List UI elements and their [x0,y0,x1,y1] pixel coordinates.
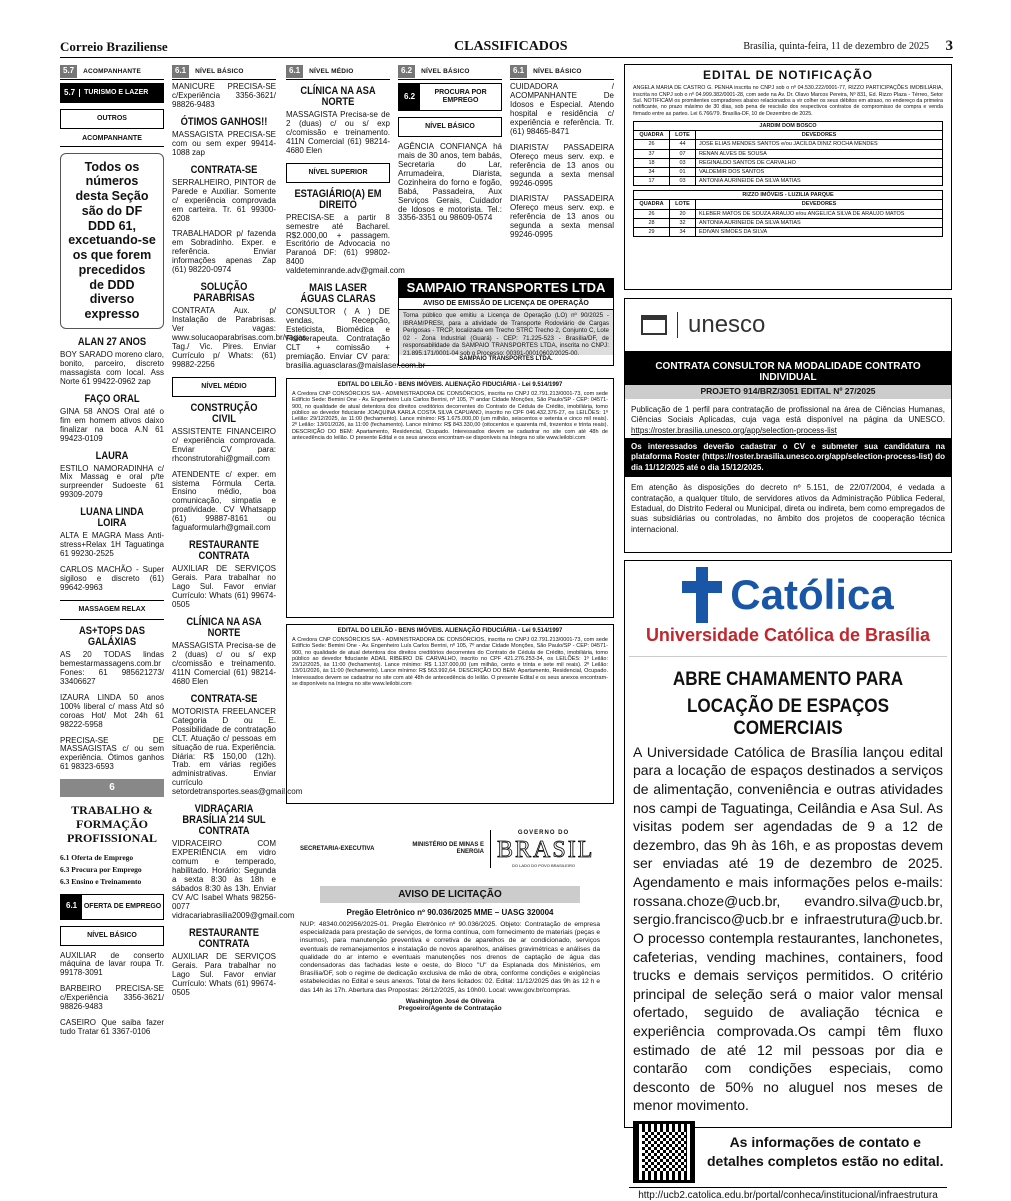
classified-ad [172,803,295,921]
table-row: 34 01 VALDEMIR DOS SANTOS [634,167,943,176]
promo-line: são do DF [81,203,143,218]
ad-heading: ÓTIMOS GANHOS!! [180,115,268,128]
page-header [60,38,953,58]
ad-text: AGÊNCIA CONFIANÇA há mais de 30 anos, tem babás, Secretaria do Lar, Arrumadeira, Diarista, Cozinheira do forno e fogão, Babá, Passadeira, Aux Serviços Gerais, Cuidador de Idosos e motorista. Tel.: 3356-3351 ou 98609-0574 [398,141,502,223]
unesco-p2: Os interessados deverão cadastrar o CV e submeter sua candidatura na plataforma Roster (https://roster.brasilia.unesco.org/app/selection-process-list) do dia 11/12/2025 até o dia 15/12/2025. [625,438,951,477]
ad-text: ATENDENTE c/ exper. em sistema Fórmula Certa. Ensino médio, boa comunicação, simpatia e proatividade. CV Whatsapp (61) 99887-8161 ou faguaformularh@gmail.com [172,469,276,533]
ad-text: DIARISTA/ PASSADEIRA Ofereço meus serv. exp. e referência de 13 anos ou segunda a sexta mensal 99246-0995 [510,194,614,240]
notification-title: EDITAL DE NOTIFICAÇÃO [703,68,873,82]
ad-text: TRABALHADOR p/ fazenda em Sobradinho. Exper. e referência. Enviar informações apenas Zap (61) 98220-0974 [172,229,276,275]
column-header: 6.1 NÍVEL BÁSICO [510,64,614,80]
ad-text: IZAURA LINDA 50 anos 100% liberal c/ mass Atd só coroas Hot/ Mot 24h 61 98222-5958 [60,692,164,729]
promo-line: desta Seção [75,189,149,204]
ad-text: ALTA E MAGRA Mass Anti-stress+Relax 1H Taguatinga 61 99230-2525 [60,531,164,559]
section-6-title: TRABALHO & FORMAÇÃO PROFISSIONAL [66,802,158,846]
qr-code-icon [633,1121,695,1183]
sampaio-subtitle: AVISO DE EMISSÃO DE LICENÇA DE OPERAÇÃO [399,298,613,311]
ad-heading: LAURA [95,449,129,462]
table-row: 26 20 KLEBER MATOS DE SOUZA ARAUJO e/ou ANGELICA SILVA DE ARAUJO MATOS [634,209,943,218]
ads-list [510,83,614,240]
ads-list [172,401,303,998]
ucb-body: A Universidade Católica de Brasília lançou edital para a locação de espaços destinados a serviços de alimentação, conveniência e outras atividades nos campi de Taguatinga, Ceilândia e Asa Sul. As visitas podem ser agendadas de 9 a 12 de dezembro, das 9h às 16h, e as propostas devem ser enviadas até 19 de dezembro de 2025. Agendamento e mais informações pelos e-mails: rossana.choze@ucb.br, evandro.silva@ucb.br, sergio.francisco@ucb.br e infraestrutura@ucb.br. O processo contempla restaurantes, lanchonetes, cafeterias, vending machines, containers, food trucks e demais serviços permitidos. O critério principal de seleção será o maior valor mensal ofertado, seguido de avaliação técnica e experiência comprovada.Os campi têm fluxo estimado de até 12 mil pessoas por dia e contarão com condições especiais, como desconto de 50% no aluguel nos meses de menor movimento. [633,743,943,1114]
column-header: 6.1 NÍVEL MÉDIO [286,64,390,80]
nivel-medio-box: NÍVEL MÉDIO [172,377,276,397]
ad-heading: FAÇO ORAL [84,392,140,405]
nivel-superior-box: NÍVEL SUPERIOR [286,163,390,183]
ad-heading: AS+TOPS DAS GALÁXIAS [78,624,146,648]
promo-line: de DDD [89,277,135,292]
section-bar: 5.7 TURISMO E LAZER [60,83,164,103]
ad-heading: CONTRATA-SE [190,163,258,176]
section-name: CLASSIFICADOS [454,39,568,54]
classified-ad [172,928,276,998]
unesco-p3: Em atenção às disposições do decreto nº 5.151, de 22/07/2004, é vedada a contratação, a qualquer título, de servidores ativos da Administração Pública Federal, Estadual, do Distrito Federal ou Municipal, direta ou indireta, bem como empregados de suas subsidiárias ou controladas, no âmbito dos projetos de cooperação técnica internacional. [631,483,945,534]
promo-line: números [85,174,139,189]
classified-ad [172,230,276,275]
classified-ad [510,144,614,189]
promo-line: DDD 61, [88,218,136,233]
section-6-header: 6 [60,779,164,796]
ad-heading: RESTAURANTE CONTRATA [189,926,259,950]
ministerio-label: MINISTÉRIO DE MINAS E ENERGIA [412,842,484,855]
ad-text: DIARISTA/ PASSADEIRA Ofereço meus serv. exp. e referência de 13 anos ou segunda a sexta mensal 99246-0995 [510,142,614,188]
ads-list [398,143,502,224]
subsection-title: ACOMPANHANTE [60,135,164,147]
bid-notice [300,818,600,1128]
ad-text: VIDRACEIRO COM EXPERIÊNCIA em vidro comum e temperado, habilitado. Horário: Segunda a sexta 8:30 às 18h e sábados 8:30 às 13h. Enviar CV A/C Isabel Whats 98256-0077 vidracariabrasilia2009@gmail.com [172,839,295,920]
table-row: 28 32 ANTONIA AURINEIDE DA SILVA MATIAS [634,218,943,227]
auction-notice-2 [286,624,614,804]
ad-text: SERRALHEIRO, PINTOR de Parede e Auxiliar. Somente c/ experiência comprovada em carteira. Tr. 61 99300-6208 [172,177,276,223]
ucb-footer-2: detalhes completos estão no edital. [707,1152,944,1169]
page-number: 3 [945,38,953,54]
ads-list [286,187,426,371]
nivel-basico-box: NÍVEL BÁSICO [398,117,502,137]
classified-ad [172,403,276,464]
column-5 [510,64,614,274]
ucb-headline-1: ABRE CHAMAMENTO PARA [672,669,904,690]
subsection-item: 6.3 Procura por Emprego [60,864,142,874]
classified-ad [172,281,309,370]
column-3 [286,64,426,409]
promo-line: excetuando-se [68,233,156,248]
classified-ad [172,83,276,110]
ad-text: CUIDADORA / ACOMPANHANTE De Idosos e Especial. Atendo hospital e residência c/ experiência e referência. Tr. (61) 98465-8471 [510,82,614,136]
ddd-notice [60,153,164,329]
governo-logo: GOVERNO DO BRASIL DO LADO DO POVO BRASILEIRO [490,830,590,868]
ad-text: CARLOS MACHÃO - Super sigiloso e discreto (61) 99642-9963 [60,565,164,593]
classified-ad [60,985,164,1012]
subsection-list [60,852,164,888]
classified-ad [286,282,426,371]
ad-text: BARBEIRO PRECISA-SE c/Experiência 3356-3621/ 98826-9483 [60,984,164,1012]
unesco-project: PROJETO 914/BRZ/3051 EDITAL Nº 27/2025 [625,385,951,399]
classified-ad [60,337,164,387]
ad-text: MASSAGISTA PRECISA-SE com ou sem exper 99414-1088 zap [172,129,276,157]
classified-ad [60,394,164,444]
notification-notice [624,64,952,290]
ad-text: GINA 58 ANOS Oral até o fim em homem ativos daixo finalizar na boca A.N 61 99423-0109 [60,406,164,443]
ad-text: AUXILIAR DE SERVIÇOS Gerais. Para trabalhar no Lago Sul. Favor enviar Currículo: Whats (61) 99674-0505 [172,564,276,610]
ads-list [60,626,164,772]
column-1 [60,64,164,1126]
classified-ad [510,195,614,240]
classified-ad [398,143,502,224]
classified-ad [60,1019,164,1037]
ad-text: MASSAGISTA Precisa-se de 2 (duas) c/ ou s/ exp c/comissão e treinamento. 411N Comercial (61) 98214-4680 Elen [286,110,390,155]
procura-bar: 6.2 PROCURA POR EMPREGO [398,83,502,111]
subsection-item: 6.1 Oferta de Emprego [60,852,134,862]
column-2 [172,64,309,1126]
bid-subtitle: Pregão Eletrônico nº 90.036/2025 MME – UASG 320004 [346,908,554,918]
classified-ad [60,451,164,501]
ucb-url[interactable]: http://ucb2.catolica.edu.br/portal/conheca/institucional/infraestrutura [629,1187,947,1201]
auction-title: EDITAL DO LEILÃO - BENS IMÓVEIS. ALIENAÇÃO FIDUCIÁRIA - Lei 9.514/1997 [337,382,563,388]
ad-heading: CONTRATA-SE [190,692,258,705]
ads-list [286,86,390,156]
classified-ad [286,86,390,156]
classified-ad [60,694,164,730]
ad-heading: SOLUÇÃO PARABRISAS [193,281,255,305]
classified-ad [172,117,276,158]
classified-ad [60,566,164,593]
classified-ad [172,692,303,798]
ad-text: MANICURE PRECISA-SE c/Experiência 3356-3621/ 98826-9483 [172,82,276,109]
auction-title: EDITAL DO LEILÃO - BENS IMÓVEIS. ALIENAÇÃO FIDUCIÁRIA - Lei 9.514/1997 [337,628,563,634]
ad-text: ASSISTENTE FINANCEIRO c/ experiência comprovada. Enviar CV para: rhconstrutorahi@gmail.com [172,426,276,463]
table-row: 29 34 EDIVAN SIMOES DA SILVA [634,227,943,236]
ad-heading: MAIS LASER ÁGUAS CLARAS [300,282,376,306]
ad-heading: ESTAGIÁRIO(A) EM DIREITO [294,187,382,211]
classified-ad [172,471,276,534]
ad-text: CONTRATA Aux. p/ Instalação de Parabrisas. Ver vagas: www.solucaoparabrisas.com.br/vagas. Tag./ Vic. Pires. Enviar Currículo p/ Whats: (61) 99882-2256 [172,306,309,369]
ads-list [60,952,164,1038]
ad-text: PRECISA-SE a partir 8 semestre até Bacharel. R$2.000,00 + passagem. Escritório de Advocacia no Paranoá DF: (61) 99802-8400 valdeteminrande.adv@gmail.com [286,212,405,276]
ad-text: ESTILO NAMORADINHA c/ Mix Massag e oral p/te surpreender Sudoeste 61 99309-2079 [60,463,164,500]
bid-signer: Washington José de Oliveira [405,997,495,1005]
sampaio-title: SAMPAIO TRANSPORTES LTDA [399,279,613,298]
sampaio-sign: SAMPAIO TRANSPORTES LTDA. [459,356,553,363]
classified-ad [172,165,276,224]
column-4 [398,64,502,274]
ucb-headline-2: LOCAÇÃO DE ESPAÇOS COMERCIAIS [686,696,890,739]
classified-ad [60,626,164,687]
ad-text: BOY SARADO moreno claro, bonito, parceiro, discreto massagista com local. Ass Norte 61 99422-0962 zap [60,349,164,386]
ad-text: AUXILIAR DE SERVIÇOS Gerais. Para trabalhar no Lago Sul. Favor enviar Currículo: Whats (61) 99674-0505 [172,951,276,997]
sampaio-notice [398,278,614,366]
promo-line: os que forem [72,248,152,263]
column-header: 6.2 NÍVEL BÁSICO [398,64,502,80]
classified-ad [172,617,276,687]
oferta-bar: 6.1 OFERTA DE EMPREGO [60,894,164,920]
notification-body: ANGELA MARIA DE CASTRO G. PENHA inscrita no CNPJ sob o nº 04.530.222/0001-77, RIZZO PARTICIPAÇÕES IMOBILIÁRIA, inscrita no CNPJ sob o nº 04.999.382/0001-28, com sede na Av. Dr. Olavo Marcos Pereira, Nº 831, Ed. Rizzo Plaza - Térreo, Setor Sul. NOTIFICAM os promitentes compradores abaixo relacionados a vir colher os seus débitos em atraso, no endereço da primeira notificante, no prazo máximo de 30 dias, sob pena de rescisão dos respectivos contratos de compromisso de compra e venda firmado entre as partes. Lei 6.766/79. Brasília-DF, 10 de Dezembro de 2025. [633,85,943,117]
ad-heading: ALAN 27 ANOS [77,335,147,348]
classified-ad [172,540,276,610]
ucb-logo: Católica Universidade Católica de Brasília [629,565,947,657]
ad-text: MASSAGISTA Precisa-se de 2 (duas) c/ ou s/ exp c/comissão e treinamento. 411N Comercial (61) 98214-4680 Elen [172,641,276,686]
ad-text: MOTORISTA FREELANCER Categoria D ou E. Possibilidade de contratação CLT. Atuação c/ pessoas em situação de rua. Experiência. Diária: R$ 150,00 (12h). Trab. em várias regiões administrativas. Enviar currículo setordetransportes.seas@gmail.com [172,706,303,797]
page-date: Brasília, quinta-feira, 11 de dezembro de 2025 [743,41,929,52]
classified-ad [60,737,164,773]
cross-icon [682,567,722,623]
table-rizzo: RIZZO IMÓVEIS - LUZILIA PARQUE QUADRA LOTE DEVEDORES 26 20 KLEBER MATOS DE SOUZA ARAUJO e/ou ANGELICA SILVA DE ARAUJO MATOS 28 32 ANTONIA AURINEIDE DA SILVA MATIAS 29 34 EDIVAN SIMOES DA SILVA [633,190,943,237]
table-row: 37 07 RENAN ALVES DE SOUSA [634,149,943,158]
promo-line: Todos os [84,159,140,174]
table-jardim: JARDIM DOM BOSCO QUADRA LOTE DEVEDORES 26 44 JOSE ELIAS MENDES SANTOS e/ou JACILDA DINIZ ROCHA MENDES 37 07 RENAN ALVES DE SOUSA 18 03 REGINALDO SANTOS DE CARVALHO 34 01 VALDEMIR DOS SANTOS 17 03 ANTONIA AURINEIDE DA SILVA MATIAS [633,121,943,186]
ads-list [172,82,309,370]
ads-list [60,337,164,593]
nivel-basico-box: NÍVEL BÁSICO [60,926,164,946]
ad-heading: CLÍNICA NA ASA NORTE [300,85,376,108]
newspaper-name: Correio Braziliense [60,39,168,54]
secretaria-label: SECRETARIA-EXECUTIVA [300,845,375,852]
column-header: 5.7 ACOMPANHANTE [60,64,164,80]
promo-line: precedidos [78,262,146,277]
ucb-ad [624,560,952,1201]
subsection-item: 6.3 Ensino e Treinamento [60,876,142,886]
ad-heading: VIDRAÇARIA BRASÍLIA 214 SUL CONTRATA [182,803,266,838]
ad-text: CASEIRO Que saiba fazer tudo Tratar 61 3367-0106 [60,1018,164,1037]
unesco-link[interactable]: https://roster.brasilia.unesco.org/app/selection-process-list [631,425,837,435]
massagem-box: MASSAGEM RELAX [60,600,164,620]
classified-ad [60,952,164,979]
promo-line: expresso [84,307,140,322]
classified-ad [286,187,405,277]
ad-heading: LUANA LINDA LOIRA [80,506,144,530]
unesco-logo: unesco [625,299,951,351]
bid-signer-role: Pregoeiro/Agente de Contratação [398,1004,502,1012]
unesco-ad [624,298,952,553]
sampaio-body: Torna público que emitiu a Licença de Operação (LO) nº 90/2025 - IBRAM/PRESI, para a atividade de Transporte Rodoviário de Cargas Perigosas - TRCP, localizada em Trecho STRC Trecho 2, Conjunto C, Lote 02 - Zona Industrial (Guará) - CEP: 71.225-523 - Brasília/DF, de responsabilidade da SAMPAIO TRANSPORTES LTDA, inscrita no CNPJ: 21.895.171/0001-04 sob o Processo: 00391-00010602/2025-00. [399,310,613,355]
ad-text: CONSULTOR ( A ) DE vendas, Recepção, Esteticista, Biomédica e Fisioterapeuta. Contratação CLT + comissão + premiação. Enviar CV para: brasilia.aguasclaras@maislaser.com.br [286,307,426,370]
table-row: 18 03 REGINALDO SANTOS DE CARVALHO [634,158,943,167]
column-header: 6.1 NÍVEL BÁSICO [172,64,276,80]
table-row: 17 03 ANTONIA AURINEIDE DA SILVA MATIAS [634,177,943,186]
auction-notice-1 [286,378,614,618]
auction-body: A Credora CNP CONSÓRCIOS S/A - ADMINISTRADORA DE CONSÓRCIOS, inscrita no CNPJ 02.791.213/0001-73, com sede Edifício Sede: Bemini One - Av. Engenheiro Luís Carlos Berrini, nº 105, 7º andar Cidade Monções, São Paulo/SP - CEP: 04571-900, no qualidade de atual detentora dos direitos creditórios decorrentes do Contrato de Cédula de Crédito, imobiliária, tomo público ao devedor fiduciante ADAIL RIBEIRO DE CARVALHO, inscrito no CPF 421.276.253-34, os LEILÕES: 1º Leilão: 29/12/2025, às 11:00 (fechamento). Lance mínimo: R$ 1.137.000,00 (um milhão, cento e trinta e sete mil reais). 2º Leilão: 13/01/2026, às 11:00 (fechamento). Lance mínimo: R$ 563.992,64. DESCRIÇÃO DO BEM: Apartamento, Residencial, Ocupado. Interessados devem se cadastrar no site com até 48h de antecedência do leilão. O presente Edital e os seus anexos encontram-se disponíveis na íntegra no site www.leilobi.com [292,636,608,688]
classified-ad [60,507,164,559]
table-row: 26 44 JOSE ELIAS MENDES SANTOS e/ou JACILDA DINIZ ROCHA MENDES [634,140,943,149]
ad-text: AUXILIAR de conserto máquina de lavar roupa Tr. 99178-3091 [60,950,164,978]
unesco-title: CONTRATA CONSULTOR NA MODALIDADE CONTRATO INDIVIDUAL [625,351,951,385]
ad-heading: CONSTRUÇÃO CIVIL [190,401,258,425]
ad-heading: CLÍNICA NA ASA NORTE [186,616,262,639]
bid-title: AVISO DE LICITAÇÃO [320,886,580,903]
unesco-p1: Publicação de 1 perfil para contratação de profissional na área de Ciências Humanas, Ciências Sociais Aplicadas, cuja vaga está disponível na página da UNESCO. [631,404,945,425]
ad-text: PRECISA-SE DE MASSAGISTAS c/ ou sem experiência. Ótimos ganhos 61 98323-6593 [60,735,164,772]
ad-heading: RESTAURANTE CONTRATA [189,539,259,563]
classified-ad [510,83,614,137]
promo-line: diverso [89,292,135,307]
bid-body: NUP: 48340.002956/2025-01. Pregão Eletrônico nº 90.036/2025. Objeto: Contratação de empresa especializada para prestação de serviços, de forma contínua, com fornecimento de materiais (peças e insumos), para manutenção preventiva e corretiva de aparelhos de ar condicionado, serviços eventuais de remanejamentos e instalação de novos aparelhos, análises gravimétricas e análises da qualidade do ar interno e eventuais manutenções nos drenos de captação de água das condensadoras das fachadas leste e oeste, do Bloco "U" da Esplanada dos Ministérios, em Brasília/DF, sob o regime de dedicação exclusiva de mão de obra, conforme condições e exigências estabelecidas no Edital e seus anexos. Total de itens licitados: 02. Edital: 11/12/2025 das 9h às 12 h e das 14h às 17h. Abertura das Propostas: 26/12/2025, às 10h00. Local: www.gov.br/compras. [300,921,600,994]
outros-box: OUTROS [60,109,164,129]
ucb-footer-1: As informações de contato e [729,1134,921,1151]
ad-text: AS 20 TODAS lindas bemestarmassagens.com.br Fones: 61 985621273/ 33406627 [60,649,164,686]
auction-body: A Credora CNP CONSÓRCIOS S/A - ADMINISTRADORA DE CONSÓRCIOS, inscrita no CNPJ 02.791.213/0001-73, com sede Edifício Sede: Bemini One - Av. Engenheiro Luís Carlos Berrini, nº 105, 7º andar Cidade Monções, São Paulo/SP - CEP: 04571-900, no qualidade de atual detentora dos direitos creditórios decorrentes do Contrato de Cédula de Crédito, imobiliária, tomo público ao devedor fiduciante JOAQUINA KARLA COSTA SILVA CAPUANO, inscrito no CPF 046.432.376-27, os LEILÕES: 1º Leilão: 29/12/2025, às 11:00 (fechamento). Lance mínimo: R$ 1.675.000,00 (um milhão, seiscentos e setenta e cinco mil reais). 2º Leilão: 13/01/2026, às 11:00 (fechamento). Lance mínimo: R$ 843.330,00 (oitocentos e quarenta mil, trezentos e trinta reais). DESCRIÇÃO DO BEM: Apartamento, Residencial, Ocupado. Interessados devem se cadastrar no site com até 48h de antecedência do leilão. O presente Edital e os seus anexos encontram-se disponíveis na íntegra no site www.leilobi.com [292,390,608,442]
temple-icon [641,315,667,335]
